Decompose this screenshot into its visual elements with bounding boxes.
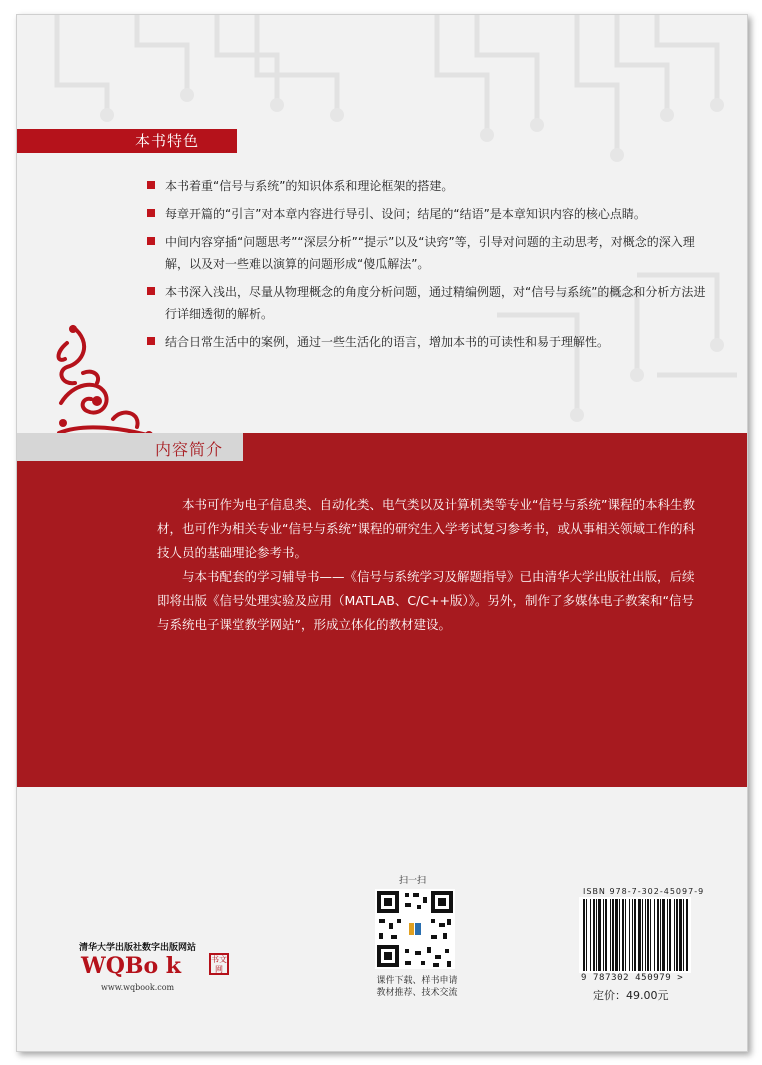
intro-text (157, 493, 705, 637)
bullet-square-icon (147, 209, 155, 217)
bullet-square-icon (147, 287, 155, 295)
price-label: 定价：49.00元 (593, 989, 669, 1002)
qr-scan-label: 扫一扫 (399, 876, 427, 886)
feature-text: 每章开篇的“引言”对本章内容进行导引、设问；结尾的“结语”是本章知识内容的核心点睛。 (165, 207, 646, 221)
feature-text: 本书着重“信号与系统”的知识体系和理论框架的搭建。 (165, 179, 454, 193)
publisher-url: www.wqbook.com (101, 983, 175, 992)
qr-code-icon (375, 889, 455, 969)
features-title: 本书特色 (127, 129, 237, 153)
publisher-name: 清华大学出版社数字出版网站 (79, 943, 197, 953)
qr-caption (357, 975, 477, 999)
feature-item (147, 203, 707, 225)
feature-item (147, 281, 707, 325)
intro-title: 内容简介 (155, 440, 224, 459)
feature-item (147, 175, 707, 197)
feature-item (147, 331, 707, 353)
publisher-logo (81, 953, 227, 981)
book-back-cover (16, 14, 748, 1052)
logo-text: WQBo k (81, 953, 182, 979)
feature-text: 中间内容穿插“问题思考”“深层分析”“提示”以及“诀窍”等，引导对问题的主动思考，对概念的深入理解，以及对一些难以演算的问题形成“傻瓜解法”。 (165, 235, 695, 271)
qr-caption-line: 教材推荐、技术交流 (376, 988, 458, 998)
feature-list (147, 175, 707, 359)
feature-item (147, 231, 707, 275)
intro-paragraph: 与本书配套的学习辅导书——《信号与系统学习及解题指导》已由清华大学出版社出版，后续即将出版《信号处理实验及应用（MATLAB、C/C++版）》。另外，制作了多媒体电子教案和“信号与系统电子课堂教学网站”，形成立体化的教材建设。 (157, 569, 695, 632)
qr-caption-line: 课件下载、样书申请 (376, 976, 458, 986)
logo-seal-icon: 书文网 (211, 955, 227, 974)
barcode-digits: 9 787302 450979 > (581, 973, 684, 983)
isbn-label: ISBN 978-7-302-45097-9 (583, 887, 705, 896)
bullet-square-icon (147, 181, 155, 189)
feature-text: 本书深入浅出，尽量从物理概念的角度分析问题，通过精编例题，对“信号与系统”的概念和分析方法进行详细透彻的解析。 (165, 285, 706, 321)
feature-text: 结合日常生活中的案例，通过一些生活化的语言，增加本书的可读性和易于理解性。 (165, 335, 610, 349)
bullet-square-icon (147, 237, 155, 245)
features-header-bar (17, 129, 127, 153)
barcode-icon (579, 897, 691, 973)
intro-paragraph: 本书可作为电子信息类、自动化类、电气类以及计算机类等专业“信号与系统”课程的本科生教材，也可作为相关专业“信号与系统”课程的研究生入学考试复习参考书，或从事相关领域工作的科技人员的基础理论参考书。 (157, 497, 695, 560)
floral-ornament-icon (53, 323, 165, 443)
